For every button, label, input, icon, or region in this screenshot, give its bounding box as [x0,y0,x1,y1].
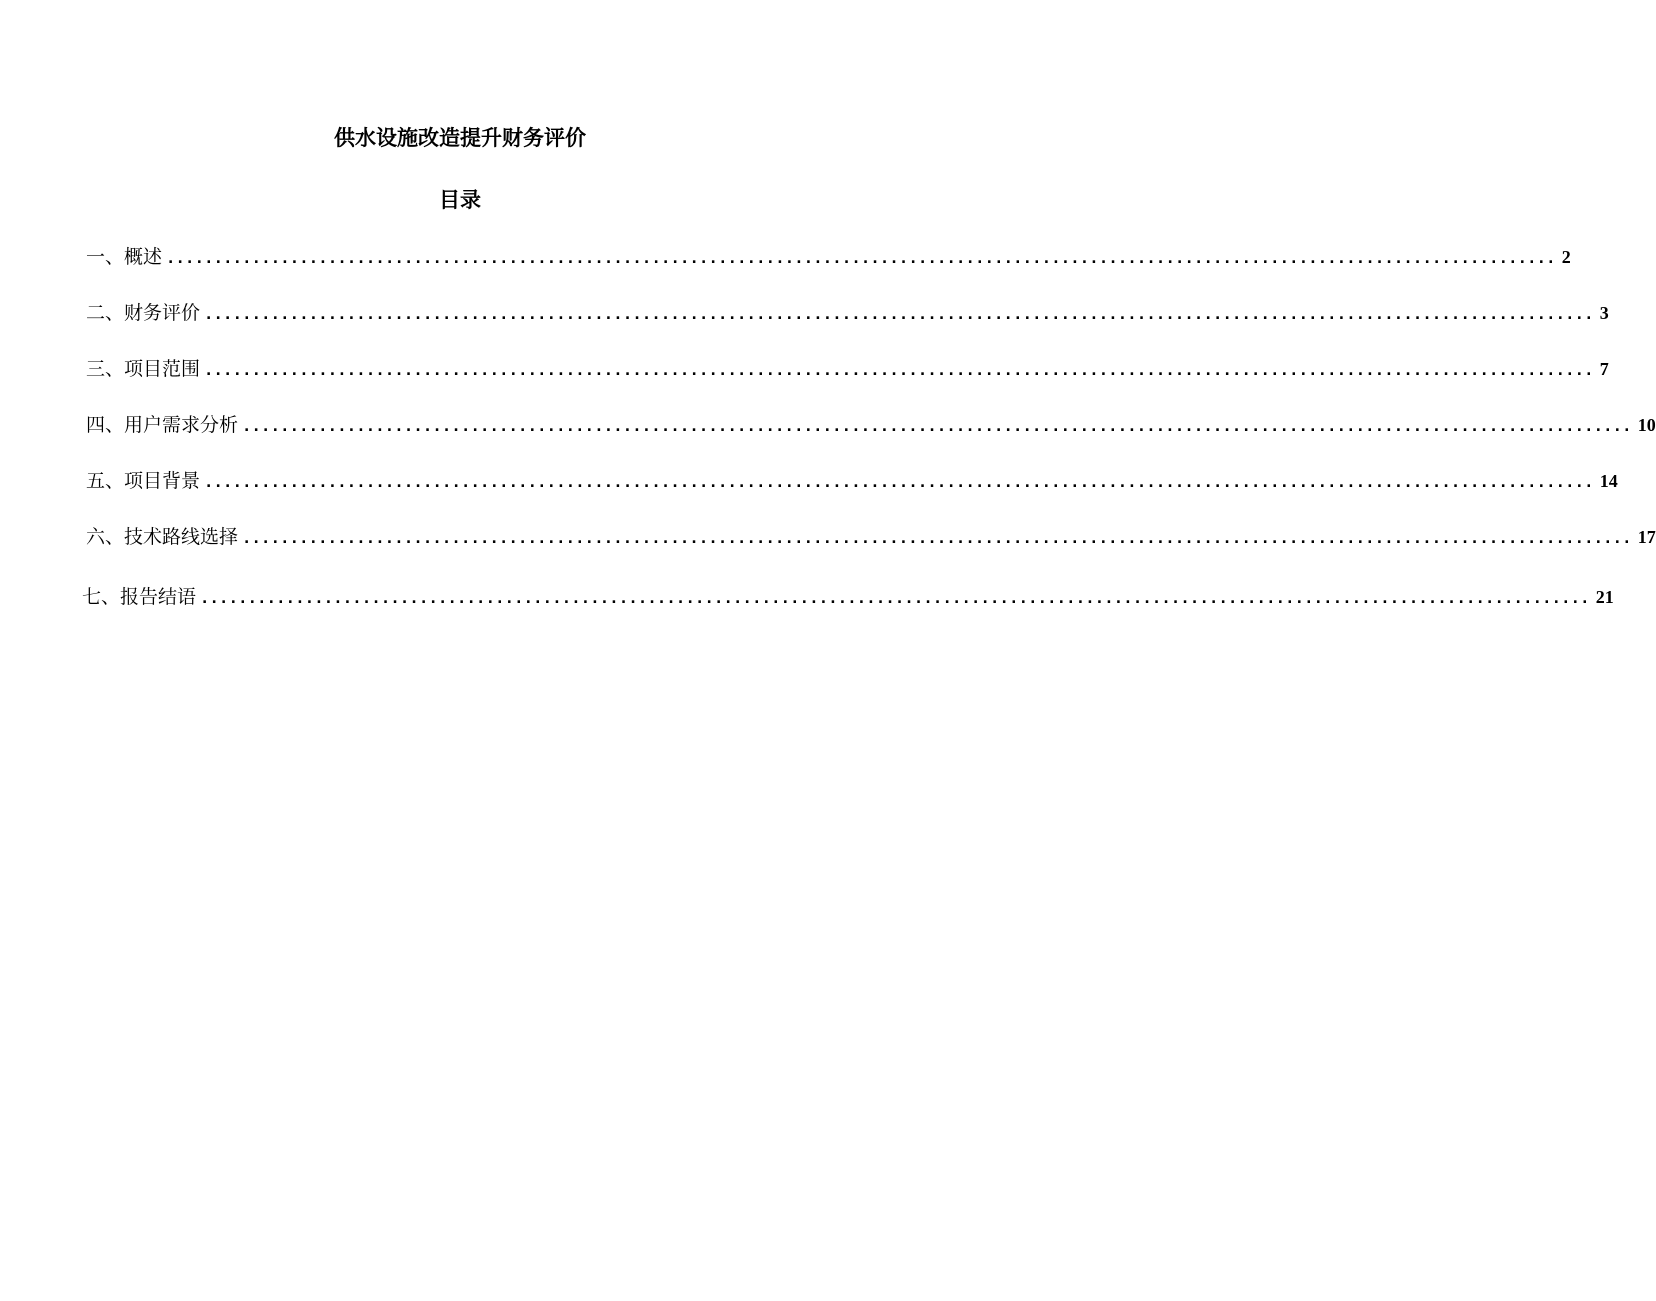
toc-entry-user-needs[interactable] [86,410,1656,442]
toc-entry-label: 二、财务评价 [86,302,201,324]
toc-entry-label: 三、项目范围 [86,358,201,380]
toc-entry-financial-evaluation[interactable] [86,298,1609,330]
toc-entry-overview[interactable] [86,242,1571,274]
toc-entry-technical-route[interactable] [86,522,1656,554]
toc-dot-leader: .................................................................................................................................................. [202,591,1592,607]
toc-entry-label: 一、概述 [86,246,163,268]
toc-entry-page: 3 [1599,303,1609,323]
toc-entry-label: 五、项目背景 [86,470,201,492]
toc-entry-project-background[interactable] [86,466,1618,498]
toc-dot-leader: .................................................................................................................................................. [206,363,1596,379]
document-title: 供水设施改造提升财务评价 [334,125,586,150]
toc-dot-leader: .................................................................................................................................................. [206,475,1596,491]
toc-entry-label: 六、技术路线选择 [86,526,239,548]
toc-entry-page: 14 [1599,471,1618,491]
toc-entry-conclusion[interactable] [82,582,1614,614]
toc-entry-label: 四、用户需求分析 [86,414,239,436]
toc-entry-page: 2 [1561,247,1571,267]
toc-entry-page: 10 [1637,415,1656,435]
toc-entry-project-scope[interactable] [86,354,1609,386]
toc-entry-label: 七、报告结语 [82,586,197,608]
toc-entry-page: 21 [1595,587,1614,607]
toc-dot-leader: .................................................................................................................................................. [168,251,1558,267]
toc-dot-leader: .................................................................................................................................................. [206,307,1596,323]
toc-dot-leader: .................................................................................................................................................. [244,531,1634,547]
toc-heading: 目录 [439,187,481,212]
toc-dot-leader: .................................................................................................................................................. [244,419,1634,435]
toc-entry-page: 7 [1599,359,1609,379]
toc-entry-page: 17 [1637,527,1656,547]
